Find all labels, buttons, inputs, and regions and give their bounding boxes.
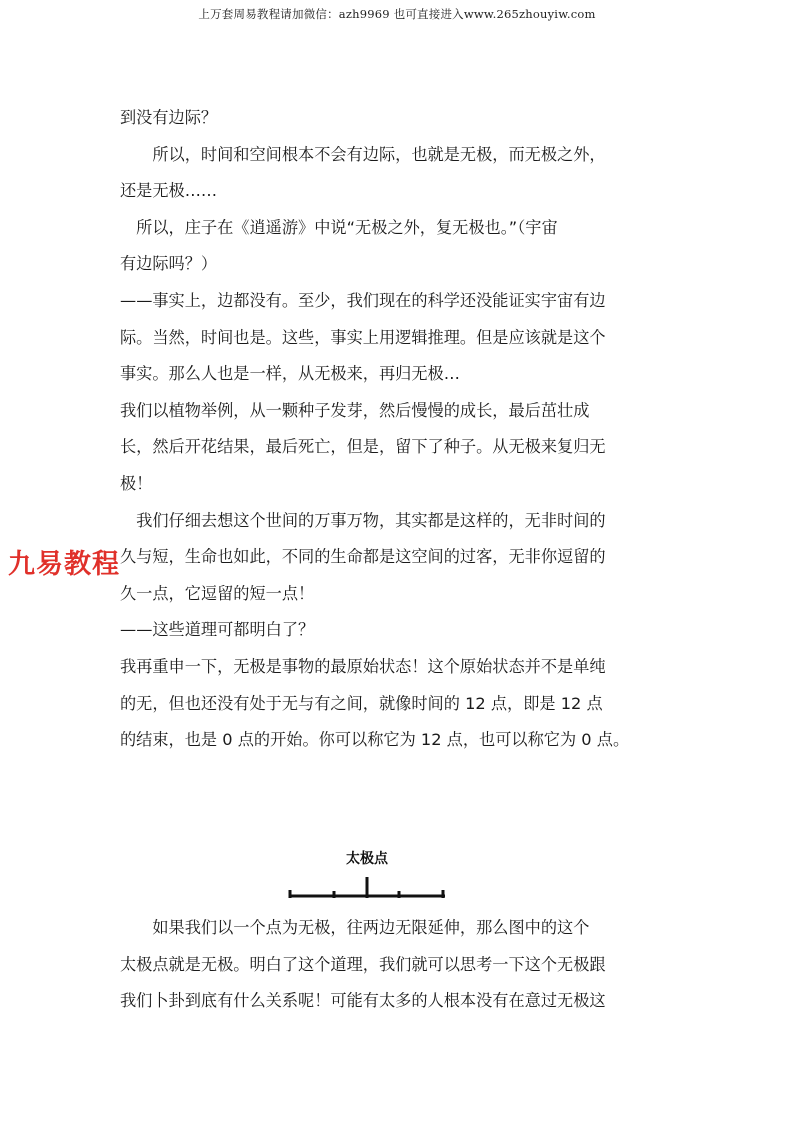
text-line: 的无，但也还没有处于无与有之间，就像时间的 12 点，即是 12 点 — [120, 693, 603, 713]
number-line-diagram — [287, 868, 447, 902]
text-line: 我再重申一下，无极是事物的最原始状态！这个原始状态并不是单纯 — [120, 656, 606, 676]
text-line: 所以，时间和空间根本不会有边际，也就是无极，而无极之外， — [120, 144, 606, 164]
text-line: 还是无极…… — [120, 181, 218, 201]
text-line: ——事实上，边都没有。至少，我们现在的科学还没能证实宇宙有边 — [120, 290, 606, 310]
text-line: ——这些道理可都明白了？ — [120, 620, 315, 640]
body-text — [120, 100, 680, 759]
text-line: 长，然后开花结果，最后死亡，但是，留下了种子。从无极来复归无 — [120, 437, 606, 457]
figure-title: 太极点 — [346, 851, 388, 867]
text-line: 我们仔细去想这个世间的万事万物，其实都是这样的，无非时间的 — [120, 510, 606, 530]
tail-text — [120, 910, 680, 1020]
text-line: 所以，庄子在《逍遥游》中说“无极之外，复无极也。”（宇宙 — [120, 217, 558, 237]
text-line: 我们卜卦到底有什么关系呢！可能有太多的人根本没有在意过无极这 — [120, 991, 606, 1011]
text-line: 太极点就是无极。明白了这个道理，我们就可以思考一下这个无极跟 — [120, 954, 606, 974]
text-line: 如果我们以一个点为无极，往两边无限延伸，那么图中的这个 — [120, 918, 590, 937]
text-line: 我们以植物举例，从一颗种子发芽，然后慢慢的成长，最后茁壮成 — [120, 400, 590, 420]
page-header: 上万套周易教程请加微信：azh9969 也可直接进入www.265zhouyiw.com — [198, 7, 596, 21]
watermark-logo: 九易教程 — [8, 549, 120, 580]
text-line: 的结束，也是 0 点的开始。你可以称它为 12 点，也可以称它为 0 点。 — [120, 730, 630, 750]
text-line: 事实。那么人也是一样，从无极来，再归无极… — [120, 364, 460, 384]
taiji-point-figure — [287, 848, 447, 903]
text-line: 久一点，它逗留的短一点！ — [120, 583, 315, 603]
text-line: 极！ — [120, 473, 153, 493]
text-line: 际。当然，时间也是。这些，事实上用逻辑推理。但是应该就是这个 — [120, 327, 606, 347]
text-line: 到没有边际？ — [120, 108, 218, 127]
text-line: 久与短，生命也如此，不同的生命都是这空间的过客，无非你逗留的 — [120, 547, 606, 567]
text-line: 有边际吗？） — [120, 254, 218, 274]
